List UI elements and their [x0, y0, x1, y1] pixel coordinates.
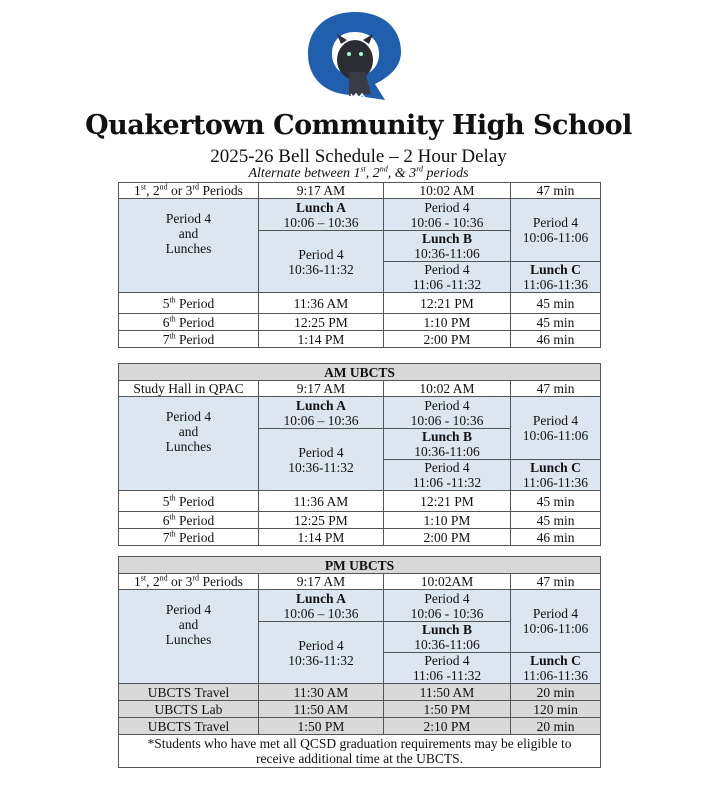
duration: 120 min [511, 701, 601, 718]
label-line: Period 4 [165, 409, 212, 424]
end-time: 12:21 PM [384, 293, 511, 314]
duration: 47 min [511, 381, 601, 397]
row-label [119, 331, 259, 348]
label-text: or 3 [167, 183, 193, 198]
ordinal-suffix: rd [192, 573, 200, 583]
label-text: , 2 [146, 183, 160, 198]
label-line: Period 4 [165, 211, 212, 226]
period-title: Period 4 [532, 413, 579, 428]
ordinal-suffix: st [140, 182, 147, 192]
table-row [119, 381, 601, 397]
duration: 45 min [511, 293, 601, 314]
table-heading: PM UBCTS [119, 557, 601, 574]
end-time: 11:50 AM [384, 684, 511, 701]
period-title: Period 4 [424, 590, 470, 606]
row-label [119, 701, 259, 718]
row-label [119, 381, 259, 397]
ordinal-suffix: st [140, 573, 147, 583]
period-title: Period 4 [424, 262, 470, 277]
period-title: Period 4 [532, 215, 579, 230]
ordinal-suffix: th [169, 295, 176, 304]
label-text: UBCTS Lab [154, 701, 223, 717]
row-label [119, 183, 259, 199]
lunch-title: Lunch C [530, 653, 581, 668]
ordinal-suffix: th [169, 331, 176, 340]
start-time: 1:14 PM [259, 331, 384, 348]
duration: 45 min [511, 491, 601, 512]
lunch-b [384, 429, 511, 460]
start-time: 9:17 AM [259, 381, 384, 397]
table-row [119, 718, 601, 735]
lunch-b [384, 231, 511, 262]
school-logo [305, 10, 405, 102]
ordinal-suffix: nd [159, 182, 168, 192]
table-row [119, 574, 601, 590]
start-time: 11:36 AM [259, 293, 384, 314]
time-range: 10:06 – 10:36 [283, 214, 359, 230]
ordinal-suffix: th [169, 529, 176, 538]
row-label [119, 314, 259, 331]
period-4-cell [511, 397, 601, 460]
ordinal-suffix: nd [379, 164, 388, 174]
time-range: 10:36-11:06 [414, 246, 480, 261]
period-4-cell [384, 590, 511, 622]
label-text: Period [175, 529, 215, 545]
label-line: and [178, 424, 199, 439]
duration: 45 min [511, 314, 601, 331]
duration: 20 min [511, 718, 601, 735]
duration: 20 min [511, 684, 601, 701]
end-time: 1:10 PM [384, 314, 511, 331]
period-4-cell [384, 262, 511, 293]
label-text: , 2 [146, 574, 160, 589]
end-time: 10:02 AM [384, 381, 511, 397]
label-line: Period 4 [165, 602, 212, 617]
label-text: 6 [162, 314, 170, 330]
schedule-table [118, 182, 601, 348]
time-range: 10:06 - 10:36 [410, 214, 484, 230]
time-range: 11:06 -11:32 [412, 277, 482, 292]
time-range: 11:06-11:36 [523, 668, 588, 683]
end-time: 1:50 PM [384, 701, 511, 718]
ordinal-suffix: rd [416, 164, 424, 174]
ordinal-suffix: nd [159, 573, 168, 583]
lunch-title: Lunch B [422, 622, 472, 637]
label-text: 1 [134, 574, 141, 589]
time-range: 11:06 -11:32 [412, 668, 482, 683]
ordinal-suffix: th [169, 314, 176, 323]
label-text: UBCTS Travel [147, 718, 230, 734]
table-row [119, 512, 601, 529]
period-title: Period 4 [424, 460, 470, 475]
end-time: 2:00 PM [384, 331, 511, 348]
lunch-title: Lunch A [296, 199, 346, 215]
table-row [119, 684, 601, 701]
label-text: 7 [162, 331, 170, 347]
lunch-title: Lunch A [296, 590, 346, 606]
row-label [119, 684, 259, 701]
label-text: 5 [162, 493, 170, 509]
time-range: 11:06-11:36 [523, 475, 588, 490]
time-range: 10:06-11:06 [522, 230, 589, 245]
label-text: 7 [162, 529, 170, 545]
lunch-a [259, 199, 384, 231]
duration: 47 min [511, 574, 601, 590]
label-text: UBCTS Travel [147, 684, 230, 700]
start-time: 12:25 PM [259, 314, 384, 331]
table-row [119, 293, 601, 314]
table-heading: AM UBCTS [119, 364, 601, 381]
period-4-cell [384, 653, 511, 684]
period-title: Period 4 [424, 397, 470, 413]
lunch-b [384, 622, 511, 653]
label-text: Period [175, 512, 215, 528]
label-text: 5 [162, 295, 170, 311]
time-range: 10:36-11:32 [288, 459, 354, 475]
row-label [119, 293, 259, 314]
table-row [119, 183, 601, 199]
time-range: 11:06-11:36 [523, 277, 588, 292]
time-range: 10:06-11:06 [522, 428, 589, 443]
start-time: 12:25 PM [259, 512, 384, 529]
time-range: 11:06 -11:32 [412, 475, 482, 490]
duration: 45 min [511, 512, 601, 529]
label-text: Period [175, 331, 215, 347]
label-line: Lunches [165, 439, 212, 454]
period-title: Period 4 [424, 653, 470, 668]
row-label [119, 491, 259, 512]
label-text: periods [423, 166, 469, 181]
row-label [119, 574, 259, 590]
row-label [119, 718, 259, 735]
start-time: 9:17 AM [259, 574, 384, 590]
start-time: 1:14 PM [259, 529, 384, 546]
duration: 47 min [511, 183, 601, 199]
label-text: Periods [199, 574, 243, 589]
label-line: Lunches [165, 632, 212, 647]
period-4-cell [259, 231, 384, 293]
time-range: 10:06 - 10:36 [410, 605, 484, 621]
time-range: 10:36-11:06 [414, 444, 480, 459]
time-range: 10:06 – 10:36 [283, 605, 359, 621]
time-range: 10:06 - 10:36 [410, 412, 484, 428]
label-text: 1 [134, 183, 141, 198]
row-label [119, 529, 259, 546]
start-time: 11:36 AM [259, 491, 384, 512]
start-time: 11:30 AM [259, 684, 384, 701]
lunch-title: Lunch C [530, 460, 581, 475]
schedule-table [118, 363, 601, 546]
footnote: *Students who have met all QCSD graduation requirements may be eligible to receive additional time at the UBCTS. [119, 735, 601, 768]
period-4-cell [259, 429, 384, 491]
school-name: Quakertown Community High School [85, 110, 632, 141]
label-text: , & 3 [387, 166, 417, 181]
lunch-a [259, 397, 384, 429]
start-time: 1:50 PM [259, 718, 384, 735]
period-4-cell [511, 590, 601, 653]
time-range: 10:36-11:06 [414, 637, 480, 652]
time-range: 10:36-11:32 [288, 261, 354, 277]
lunch-title: Lunch A [296, 397, 346, 413]
end-time: 10:02AM [384, 574, 511, 590]
end-time: 2:00 PM [384, 529, 511, 546]
lunch-c [511, 460, 601, 491]
duration: 46 min [511, 529, 601, 546]
table-row [119, 491, 601, 512]
period-4-cell [384, 460, 511, 491]
table-row [119, 314, 601, 331]
label-text: Period [175, 295, 215, 311]
lunch-c [511, 653, 601, 684]
period-4-cell [511, 199, 601, 262]
label-line: Lunches [165, 241, 212, 256]
period-4-cell [259, 622, 384, 684]
lunch-title: Lunch B [422, 429, 472, 444]
period-title: Period 4 [532, 606, 579, 621]
lunch-block-label [119, 199, 259, 293]
lunch-c [511, 262, 601, 293]
lunch-title: Lunch C [530, 262, 581, 277]
table-row [119, 331, 601, 348]
label-text: Study Hall in QPAC [133, 381, 244, 396]
ordinal-suffix: th [169, 493, 176, 502]
label-line: and [178, 617, 199, 632]
ordinal-suffix: st [360, 164, 366, 174]
table-row [119, 701, 601, 718]
time-range: 10:06-11:06 [522, 621, 589, 636]
period-title: Period 4 [424, 199, 470, 215]
schedule-title: 2025-26 Bell Schedule – 2 Hour Delay [210, 146, 507, 167]
time-range: 10:36-11:32 [288, 652, 354, 668]
end-time: 1:10 PM [384, 512, 511, 529]
ordinal-suffix: th [169, 512, 176, 521]
lunch-title: Lunch B [422, 231, 472, 246]
label-text: Period [175, 493, 215, 509]
label-line: and [178, 226, 199, 241]
end-time: 10:02 AM [384, 183, 511, 199]
period-title: Period 4 [298, 246, 344, 262]
start-time: 11:50 AM [259, 701, 384, 718]
end-time: 12:21 PM [384, 491, 511, 512]
ordinal-suffix: rd [192, 182, 200, 192]
lunch-block-label [119, 590, 259, 684]
start-time: 9:17 AM [259, 183, 384, 199]
label-text: , 2 [365, 166, 380, 181]
period-4-cell [384, 199, 511, 231]
table-row [119, 529, 601, 546]
lunch-block-label [119, 397, 259, 491]
duration: 46 min [511, 331, 601, 348]
period-4-cell [384, 397, 511, 429]
end-time: 2:10 PM [384, 718, 511, 735]
label-text: or 3 [167, 574, 193, 589]
lunch-a [259, 590, 384, 622]
schedule-table [118, 556, 601, 768]
period-title: Period 4 [298, 637, 344, 653]
label-text: Periods [199, 183, 243, 198]
row-label [119, 512, 259, 529]
time-range: 10:06 – 10:36 [283, 412, 359, 428]
label-text: Alternate between 1 [248, 166, 361, 181]
schedule-subtitle [0, 166, 717, 182]
label-text: Period [175, 314, 215, 330]
period-title: Period 4 [298, 444, 344, 460]
label-text: 6 [162, 512, 170, 528]
